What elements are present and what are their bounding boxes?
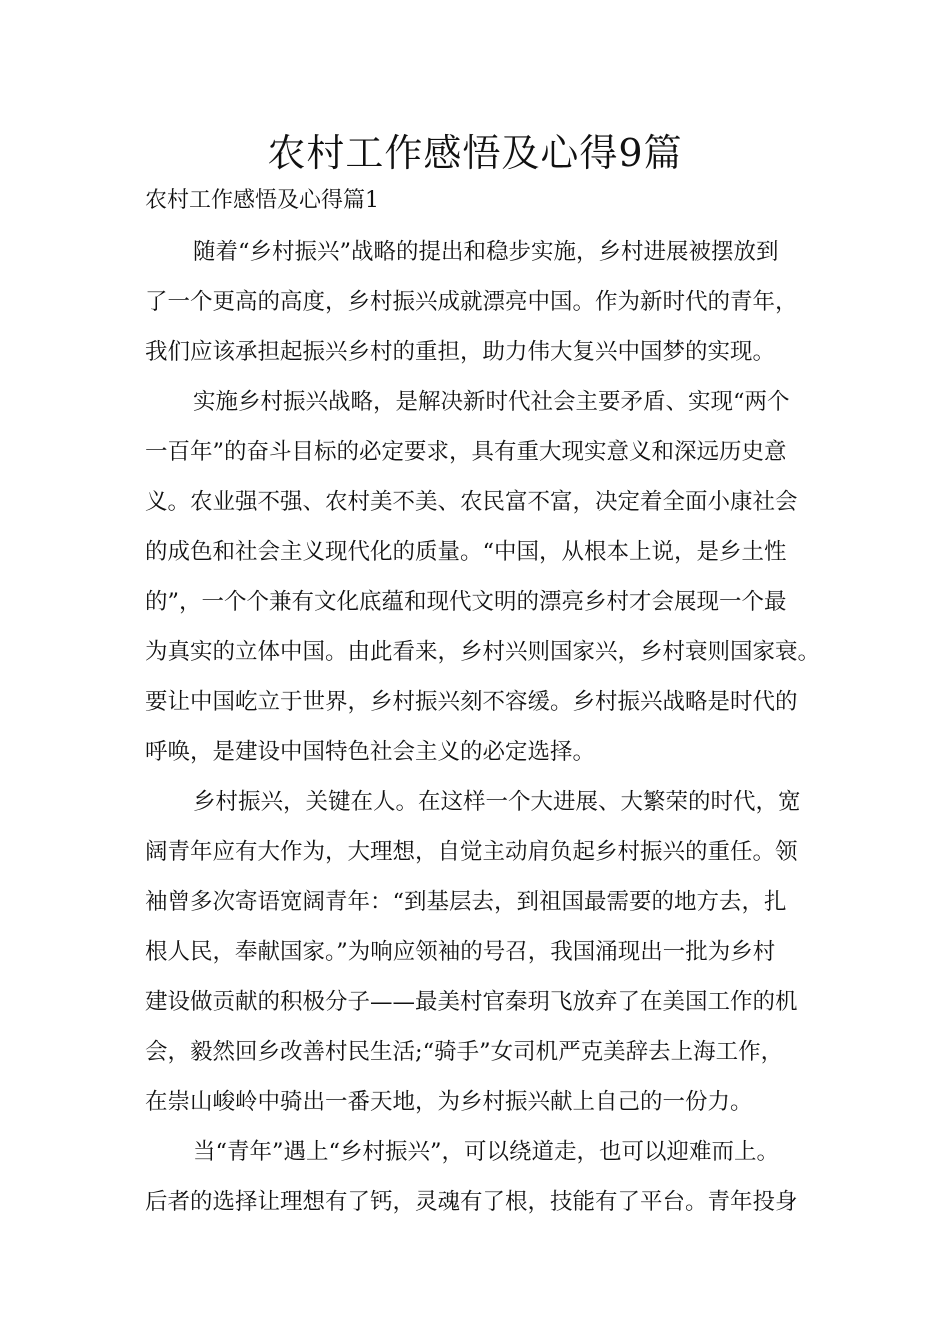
paragraph-3-line-4: 根人民，奉献国家。”为响应领袖的号召，我国涌现出一批为乡村: [145, 939, 776, 965]
paragraph-2-line-5: 的”，一个个兼有文化底蕴和现代文明的漂亮乡村才会展现一个最: [145, 589, 787, 615]
paragraph-3-line-3: 袖曾多次寄语宽阔青年：“到基层去，到祖国最需要的地方去，扎: [145, 889, 787, 915]
paragraph-1-line-2: 了一个更高的高度，乡村振兴成就漂亮中国。作为新时代的青年，: [145, 289, 798, 315]
paragraph-3-line-5: 建设做贡献的积极分子——最美村官秦玥飞放弃了在美国工作的机: [145, 989, 798, 1015]
section-heading: 农村工作感悟及心得篇1: [145, 188, 379, 213]
paragraph-1-line-1: 随着“乡村振兴”战略的提出和稳步实施，乡村进展被摆放到: [193, 239, 779, 265]
paragraph-3-line-6: 会，毅然回乡改善村民生活;“骑手”女司机严克美辞去上海工作，: [145, 1039, 784, 1065]
paragraph-2-line-3: 义。农业强不强、农村美不美、农民富不富，决定着全面小康社会: [145, 489, 798, 515]
paragraph-4-line-1: 当“青年”遇上“乡村振兴”，可以绕道走，也可以迎难而上。: [193, 1139, 780, 1165]
paragraph-1-line-3: 我们应该承担起振兴乡村的重担，助力伟大复兴中国梦的实现。: [145, 339, 776, 365]
paragraph-2-line-6: 为真实的立体中国。由此看来，乡村兴则国家兴，乡村衰则国家衰。: [145, 639, 821, 665]
paragraph-2-line-2: 一百年”的奋斗目标的必定要求，具有重大现实意义和深远历史意: [145, 439, 787, 465]
paragraph-3-line-7: 在崇山峻岭中骑出一番天地，为乡村振兴献上自己的一份力。: [145, 1089, 753, 1115]
paragraph-2-line-7: 要让中国屹立于世界，乡村振兴刻不容缓。乡村振兴战略是时代的: [145, 689, 798, 715]
paragraph-3-line-2: 阔青年应有大作为，大理想，自觉主动肩负起乡村振兴的重任。领: [145, 839, 798, 865]
paragraph-2-line-4: 的成色和社会主义现代化的质量。“中国，从根本上说，是乡土性: [145, 539, 787, 565]
document-title: 农村工作感悟及心得9篇: [267, 131, 683, 175]
paragraph-2-line-8: 呼唤，是建设中国特色社会主义的必定选择。: [145, 739, 596, 765]
paragraph-3-line-1: 乡村振兴，关键在人。在这样一个大进展、大繁荣的时代，宽: [193, 789, 801, 815]
paragraph-4-line-2: 后者的选择让理想有了钙，灵魂有了根，技能有了平台。青年投身: [145, 1189, 798, 1215]
paragraph-2-line-1: 实施乡村振兴战略，是解决新时代社会主要矛盾、实现“两个: [193, 389, 790, 415]
